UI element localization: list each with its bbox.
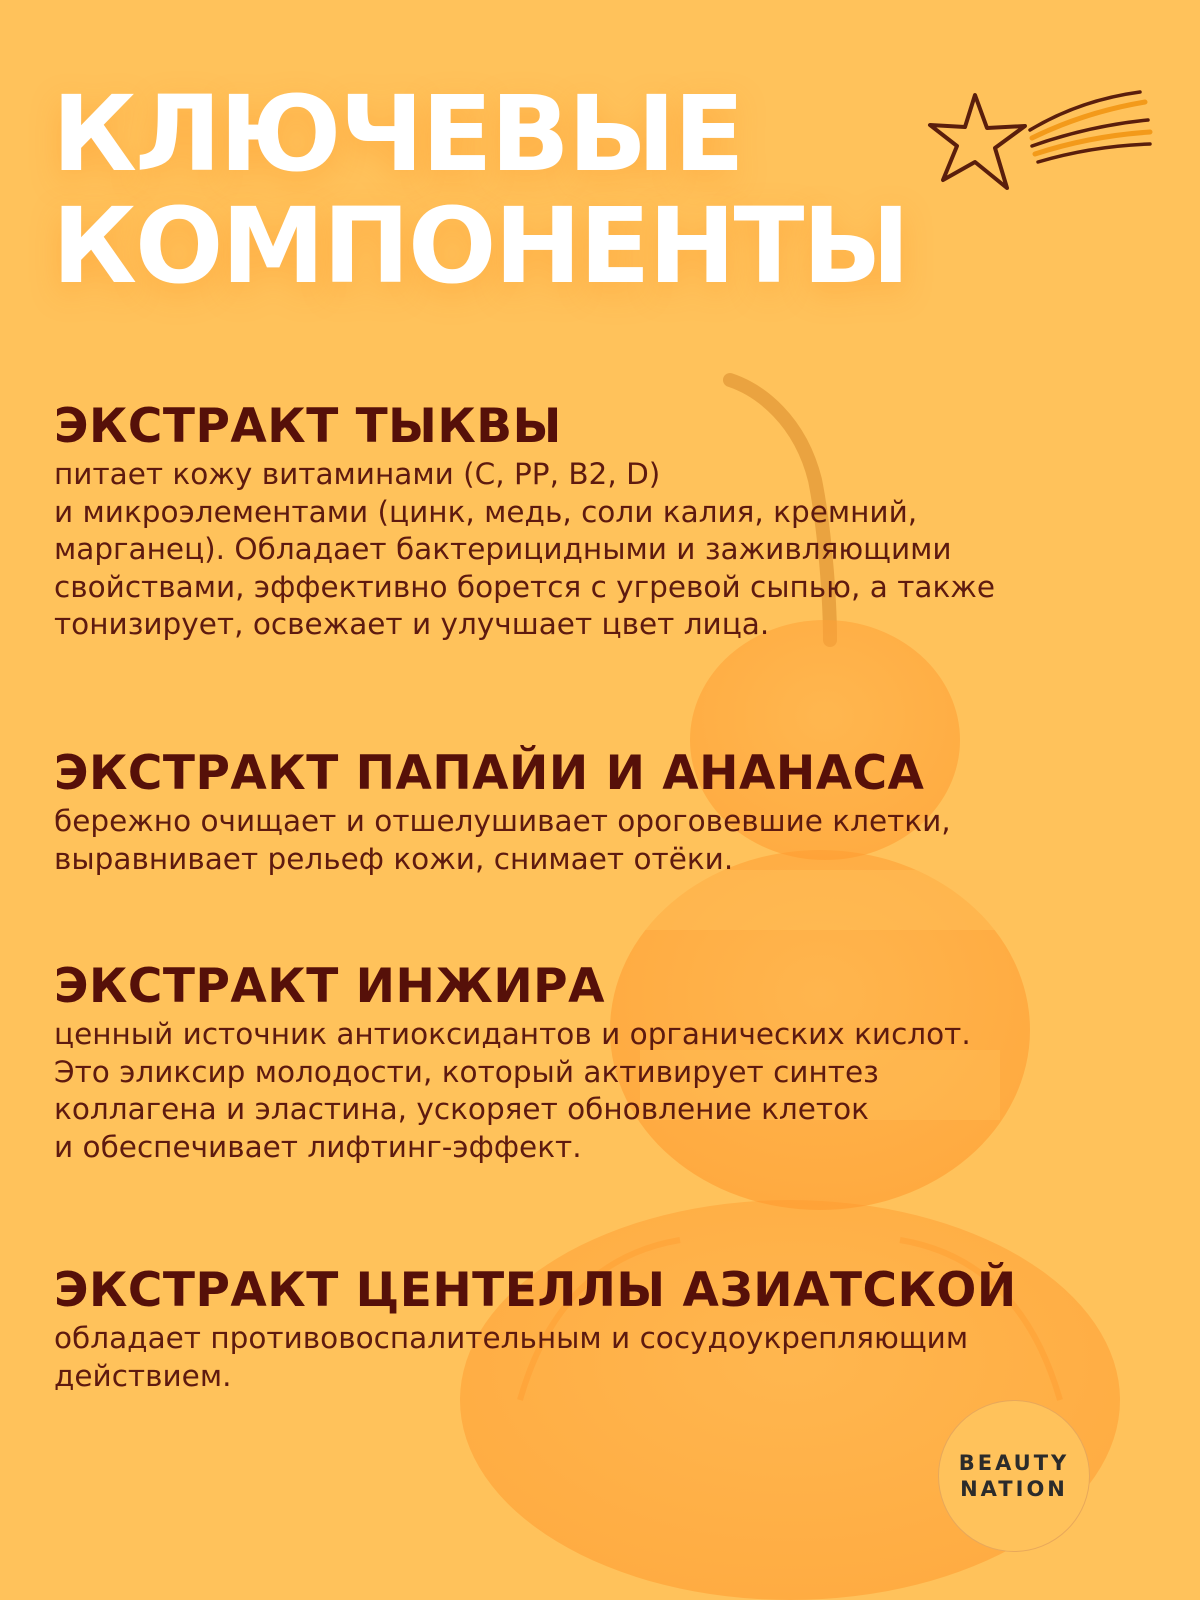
- brand-logo: [938, 1400, 1090, 1552]
- shooting-star-icon: [920, 80, 1160, 210]
- section-pumpkin-extract: [54, 398, 1164, 644]
- section-heading: ЭКСТРАКТ ИНЖИРА: [54, 959, 605, 1014]
- logo-line-1: BEAUTY: [958, 1451, 1070, 1475]
- title-line-1: КЛЮЧЕВЫЕ: [52, 73, 743, 195]
- section-text: ценный источник антиоксидантов и органических кислот. Это эликсир молодости, который активирует синтез коллагена и эластина, ускоряет обновление клеток и обеспечивает лифтинг-эффект.: [54, 1017, 971, 1164]
- section-text: обладает противовоспалительным и сосудоукрепляющим действием.: [54, 1321, 969, 1393]
- section-heading: ЭКСТРАКТ ПАПАЙИ И АНАНАСА: [54, 746, 925, 801]
- section-centella-extract: [54, 1262, 1164, 1395]
- section-fig-extract: [54, 958, 1164, 1166]
- section-text: бережно очищает и отшелушивает ороговевшие клетки, выравнивает рельеф кожи, снимает отёки.: [54, 804, 951, 876]
- section-heading: ЭКСТРАКТ ТЫКВЫ: [54, 399, 562, 454]
- title-line-2: КОМПОНЕНТЫ: [52, 185, 909, 307]
- logo-line-2: NATION: [960, 1477, 1068, 1501]
- section-heading: ЭКСТРАКТ ЦЕНТЕЛЛЫ АЗИАТСКОЙ: [54, 1263, 1017, 1318]
- section-text: питает кожу витаминами (С, PP, B2, D) и микроэлементами (цинк, медь, соли калия, кремний, марганец). Обладает бактерицидными и заживляющими свойствами, эффективно борется с угревой сыпью, а также тонизирует, освежает и улучшает цвет лица.: [54, 457, 996, 641]
- section-papaya-pineapple-extract: [54, 745, 1164, 878]
- page-title: [52, 73, 909, 307]
